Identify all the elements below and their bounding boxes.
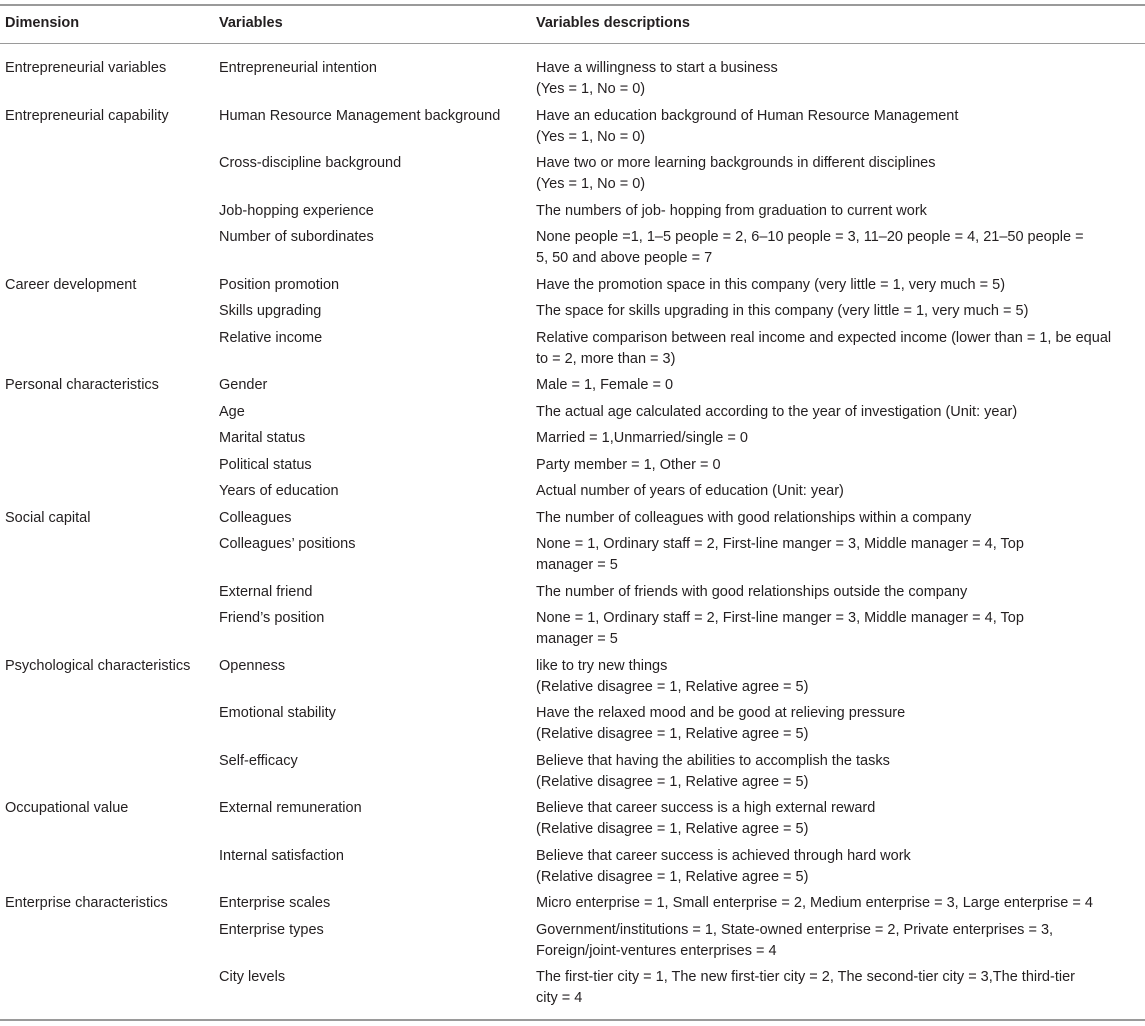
description-line: like to try new things bbox=[536, 657, 668, 674]
description-line: Have an education background of Human Resource Management bbox=[536, 107, 959, 124]
variable-cell: Colleagues’ positions bbox=[219, 536, 356, 552]
description-line: (Relative disagree = 1, Relative agree = 5) bbox=[536, 773, 809, 790]
table-bottom-rule bbox=[0, 1019, 1145, 1021]
header-variables: Variables bbox=[219, 15, 283, 31]
description-line: Party member = 1, Other = 0 bbox=[536, 456, 721, 473]
description-cell bbox=[536, 967, 1145, 1009]
variable-cell: Position promotion bbox=[219, 276, 340, 293]
description-line: The number of colleagues with good relationships within a company bbox=[536, 509, 972, 526]
description-cell bbox=[536, 508, 1145, 529]
description-cell bbox=[536, 798, 1145, 840]
description-line: Have two or more learning backgrounds in different disciplines bbox=[536, 155, 936, 171]
variable-cell: Human Resource Management background bbox=[219, 107, 501, 124]
description-line: Relative comparison between real income and expected income (lower than = 1, be equal bbox=[536, 329, 1112, 346]
description-line: Male = 1, Female = 0 bbox=[536, 377, 674, 393]
variable-cell: External remuneration bbox=[219, 800, 362, 816]
description-line: (Relative disagree = 1, Relative agree = 5) bbox=[536, 821, 809, 837]
description-cell bbox=[536, 481, 1145, 502]
variable-cell: City levels bbox=[219, 969, 286, 985]
description-line: Married = 1,Unmarried/single = 0 bbox=[536, 430, 748, 446]
description-cell bbox=[536, 455, 1145, 476]
dimension-cell: Occupational value bbox=[5, 800, 129, 816]
description-line: None = 1, Ordinary staff = 2, First-line manger = 3, Middle manager = 4, Top bbox=[536, 610, 1024, 626]
dimension-cell: Personal characteristics bbox=[5, 377, 159, 393]
description-cell bbox=[536, 106, 1145, 148]
table-header-rule bbox=[0, 43, 1145, 44]
description-cell bbox=[536, 227, 1145, 269]
variable-cell: Internal satisfaction bbox=[219, 847, 344, 864]
variable-cell: Emotional stability bbox=[219, 705, 336, 721]
description-cell bbox=[536, 301, 1145, 322]
description-line: to = 2, more than = 3) bbox=[536, 350, 676, 367]
dimension-cell: Social capital bbox=[5, 509, 91, 526]
dimension-cell: Enterprise characteristics bbox=[5, 895, 168, 911]
variable-cell: Enterprise scales bbox=[219, 895, 331, 911]
variable-cell: Job-hopping experience bbox=[219, 202, 374, 219]
description-line: Government/institutions = 1, State-owned enterprise = 2, Private enterprises = 3, bbox=[536, 921, 1054, 938]
description-cell bbox=[536, 893, 1145, 914]
description-line: Have the relaxed mood and be good at relieving pressure bbox=[536, 705, 906, 721]
description-line: The space for skills upgrading in this company (very little = 1, very much = 5) bbox=[536, 303, 1029, 319]
description-cell bbox=[536, 328, 1145, 370]
description-line: Believe that career success is achieved through hard work bbox=[536, 847, 911, 864]
description-line: Believe that having the abilities to accomplish the tasks bbox=[536, 752, 890, 769]
variable-cell: Skills upgrading bbox=[219, 303, 322, 319]
description-cell bbox=[536, 153, 1145, 195]
description-cell bbox=[536, 275, 1145, 296]
dimension-cell: Psychological characteristics bbox=[5, 657, 191, 674]
description-line: (Relative disagree = 1, Relative agree = 5) bbox=[536, 726, 809, 742]
description-cell bbox=[536, 428, 1145, 449]
description-line: (Yes = 1, No = 0) bbox=[536, 176, 646, 192]
description-line: (Relative disagree = 1, Relative agree = 5) bbox=[536, 678, 809, 695]
description-line: manager = 5 bbox=[536, 557, 618, 573]
dimension-cell: Entrepreneurial capability bbox=[5, 107, 169, 124]
variable-cell: Age bbox=[219, 403, 245, 420]
description-cell bbox=[536, 846, 1145, 888]
description-line: The first-tier city = 1, The new first-tier city = 2, The second-tier city = 3,The third-tier bbox=[536, 969, 1075, 985]
description-cell bbox=[536, 582, 1145, 603]
dimension-cell: Career development bbox=[5, 276, 137, 293]
description-line: Actual number of years of education (Unit: year) bbox=[536, 483, 844, 499]
variable-cell: Cross-discipline background bbox=[219, 155, 402, 171]
variable-cell: Friend’s position bbox=[219, 610, 325, 626]
description-line: The number of friends with good relationships outside the company bbox=[536, 583, 968, 600]
variable-cell: Colleagues bbox=[219, 509, 292, 526]
description-line: Have a willingness to start a business bbox=[536, 60, 778, 76]
description-line: (Yes = 1, No = 0) bbox=[536, 128, 646, 145]
variable-cell: Enterprise types bbox=[219, 921, 324, 938]
description-line: (Yes = 1, No = 0) bbox=[536, 81, 646, 97]
dimension-cell: Entrepreneurial variables bbox=[5, 60, 167, 76]
description-line: 5, 50 and above people = 7 bbox=[536, 250, 713, 266]
description-cell bbox=[536, 58, 1145, 100]
description-line: Have the promotion space in this company (very little = 1, very much = 5) bbox=[536, 276, 1006, 293]
variable-cell: Number of subordinates bbox=[219, 229, 374, 245]
description-cell bbox=[536, 751, 1145, 793]
description-line: The actual age calculated according to the year of investigation (Unit: year) bbox=[536, 403, 1018, 420]
header-dimension: Dimension bbox=[5, 15, 80, 31]
variable-cell: Marital status bbox=[219, 430, 306, 446]
description-line: manager = 5 bbox=[536, 631, 618, 647]
variable-cell: Entrepreneurial intention bbox=[219, 60, 377, 76]
description-line: Believe that career success is a high external reward bbox=[536, 800, 876, 816]
description-cell bbox=[536, 375, 1145, 396]
variable-cell: Political status bbox=[219, 456, 312, 473]
description-cell bbox=[536, 608, 1145, 650]
description-cell bbox=[536, 534, 1145, 576]
header-descriptions: Variables descriptions bbox=[536, 15, 690, 31]
description-cell bbox=[536, 656, 1145, 698]
description-line: None people =1, 1–5 people = 2, 6–10 people = 3, 11–20 people = 4, 21–50 people = bbox=[536, 229, 1084, 245]
description-cell bbox=[536, 920, 1145, 962]
description-line: The numbers of job- hopping from graduation to current work bbox=[536, 202, 927, 219]
variable-cell: External friend bbox=[219, 583, 313, 600]
variable-cell: Years of education bbox=[219, 483, 339, 499]
variable-cell: Gender bbox=[219, 377, 268, 393]
description-line: None = 1, Ordinary staff = 2, First-line manger = 3, Middle manager = 4, Top bbox=[536, 536, 1024, 552]
variable-cell: Self-efficacy bbox=[219, 752, 298, 769]
description-line: Micro enterprise = 1, Small enterprise = 2, Medium enterprise = 3, Large enterprise = 4 bbox=[536, 895, 1093, 911]
description-cell bbox=[536, 703, 1145, 745]
variable-cell: Openness bbox=[219, 657, 286, 674]
table-top-rule bbox=[0, 4, 1145, 6]
variable-cell: Relative income bbox=[219, 329, 323, 346]
description-cell bbox=[536, 402, 1145, 423]
description-line: city = 4 bbox=[536, 990, 583, 1006]
description-line: (Relative disagree = 1, Relative agree = 5) bbox=[536, 868, 809, 885]
description-line: Foreign/joint-ventures enterprises = 4 bbox=[536, 942, 777, 959]
description-cell bbox=[536, 201, 1145, 222]
